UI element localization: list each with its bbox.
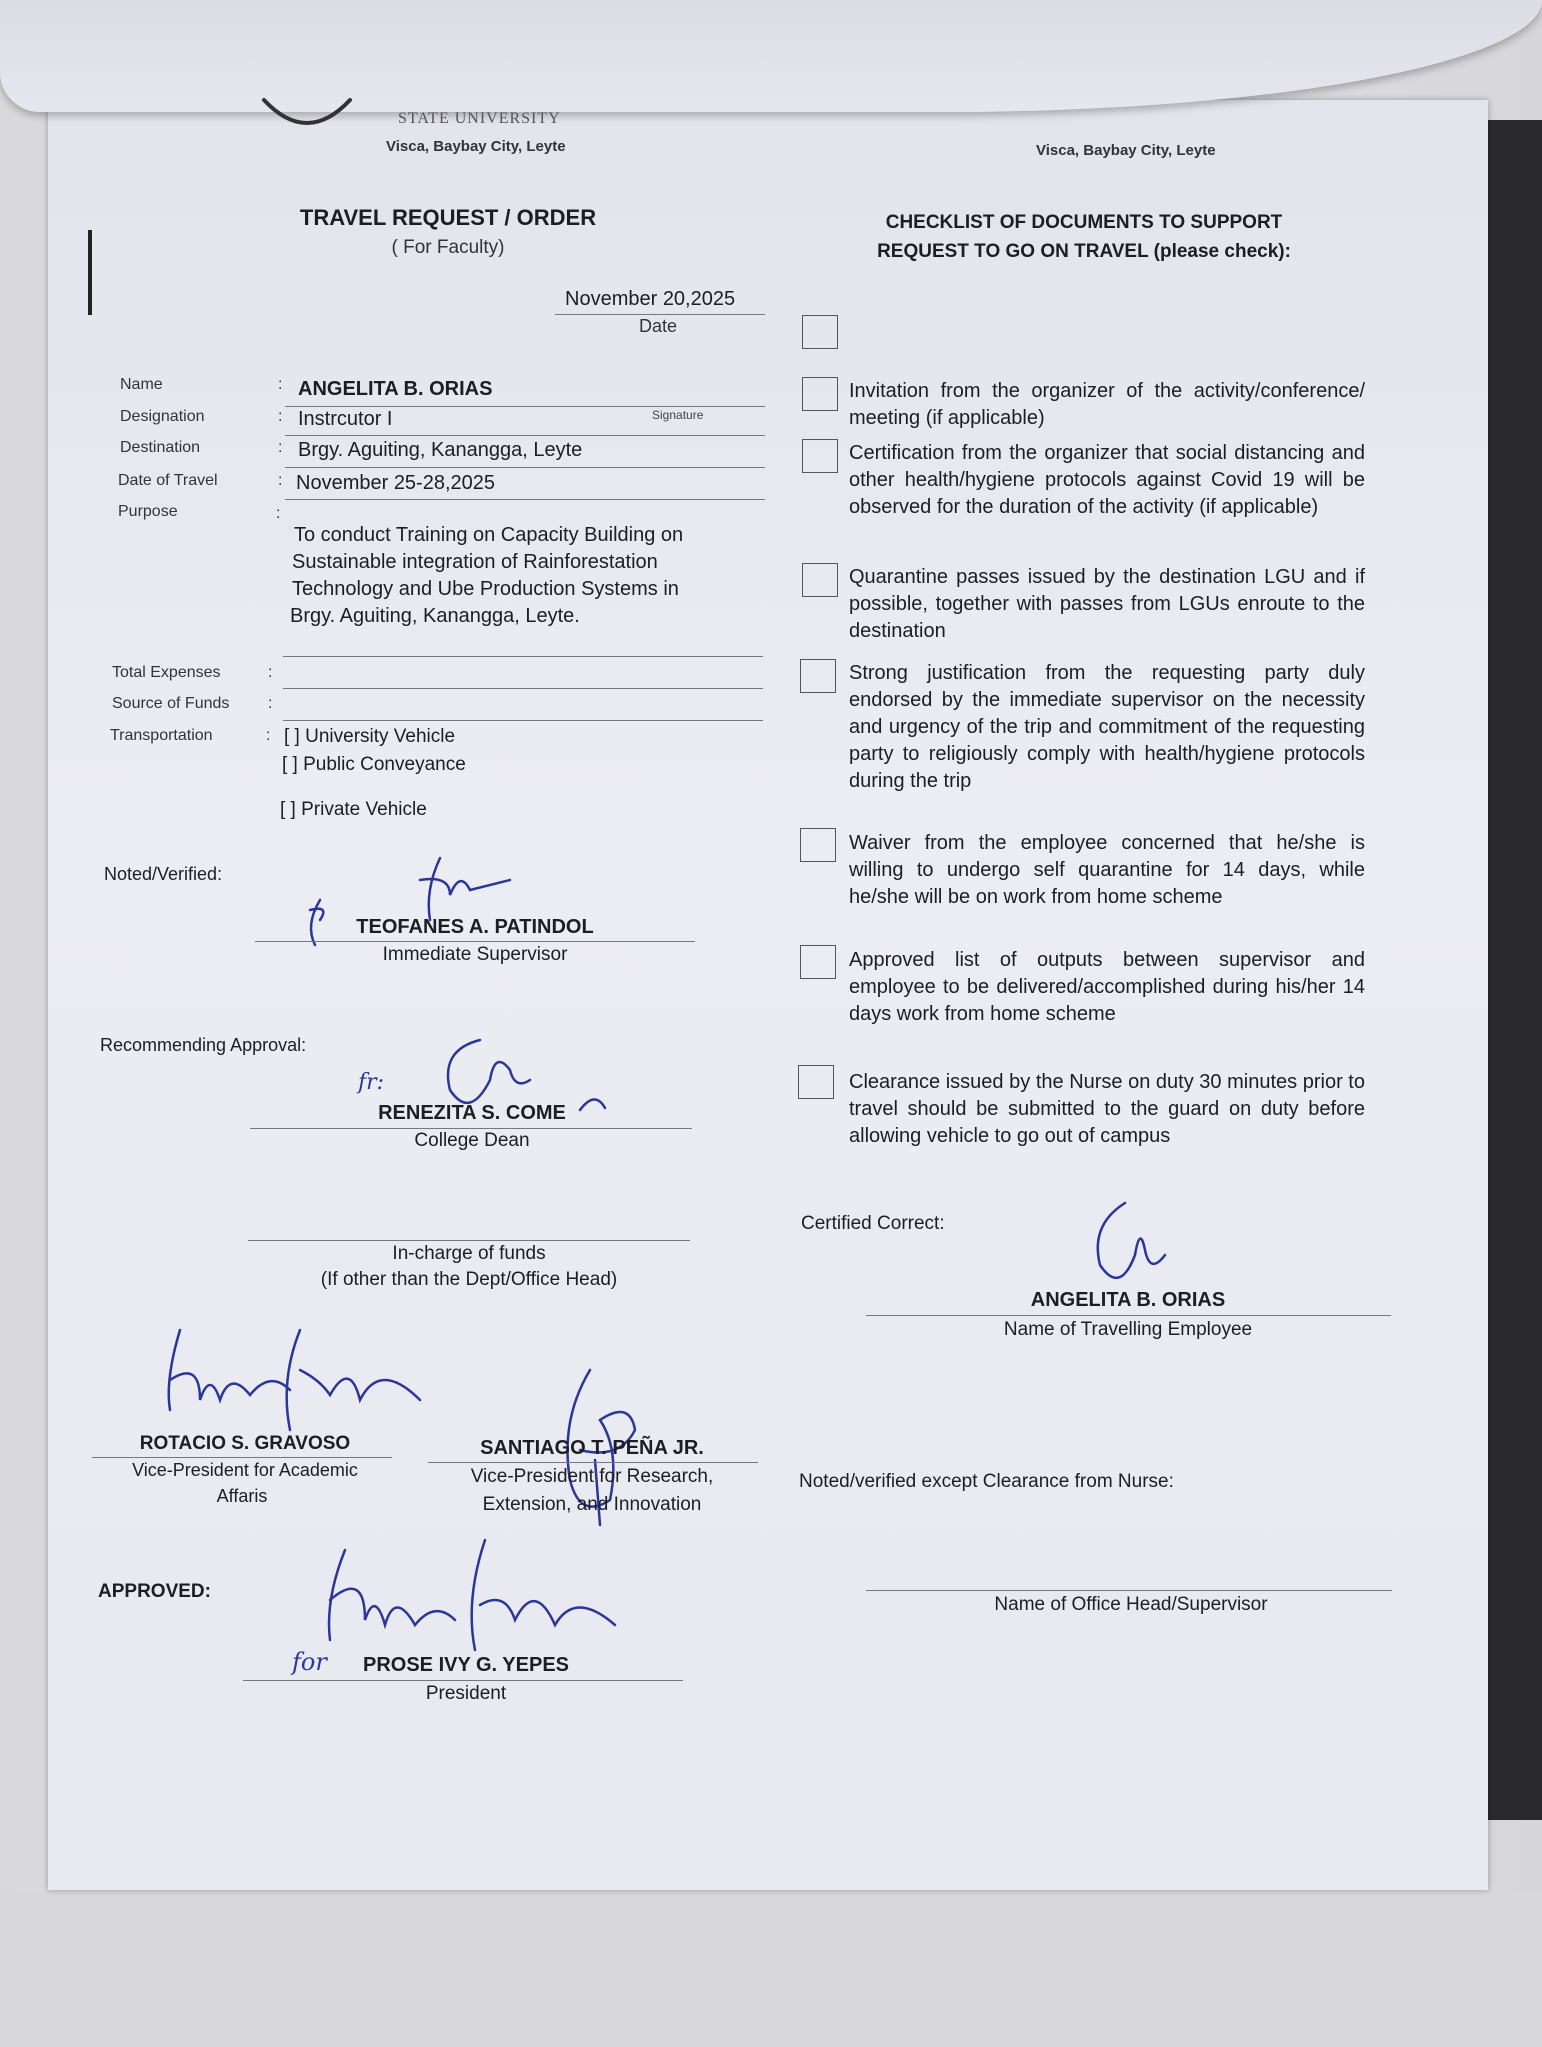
purpose-line: Technology and Ube Production Systems in — [292, 578, 679, 600]
designation-label: Designation — [120, 408, 205, 425]
dean-name: RENEZITA S. COME — [378, 1102, 566, 1124]
date-of-travel-label: Date of Travel — [118, 472, 218, 489]
checklist-item-quarantine-passes: Quarantine passes issued by the destination LGU and if possible, together with passes from LGUs enroute to the destination — [849, 566, 1365, 642]
checklist-item-justification: Strong justification from the requesting party duly endorsed by the immediate supervisor on the necessity and urgency of the trip and commitment of the requesting party to religiously comply with health/hygiene protocols during the trip — [849, 662, 1365, 792]
supervisor-title: Immediate Supervisor — [382, 944, 568, 965]
date-label: Date — [638, 316, 678, 336]
purpose-line: Sustainable integration of Rainforestation — [292, 551, 658, 573]
checklist-item-certification: Certification from the organizer that social distancing and other health/hygiene protocols against Covid 19 will be observed for the duration of the activity (if applicable) — [849, 442, 1365, 518]
vp-research-name: SANTIAGO T. PEÑA JR. — [480, 1437, 704, 1459]
designation-value: Instrcutor I — [298, 408, 393, 430]
vp-academic-name: ROTACIO S. GRAVOSO — [139, 1433, 351, 1454]
university-name: STATE UNIVERSITY — [398, 110, 561, 127]
colon: : — [278, 376, 283, 393]
noted-except-label: Noted/verified except Clearance from Nurse: — [799, 1471, 1174, 1492]
binder-edge — [1482, 120, 1542, 1820]
checkbox-nurse-clearance[interactable] — [798, 1065, 834, 1099]
margin-mark — [88, 230, 92, 315]
checkbox-invitation[interactable] — [802, 377, 838, 411]
checkbox-waiver[interactable] — [800, 828, 836, 862]
name-value: ANGELITA B. ORIAS — [298, 378, 493, 400]
handwritten-for-president: for — [292, 1648, 327, 1676]
president-signature — [315, 1530, 635, 1660]
checklist-item-invitation: Invitation from the organizer of the activity/conference/ meeting (if applicable) — [849, 380, 1365, 429]
dean-title: College Dean — [414, 1130, 530, 1151]
vp-research-title-2: Extension, and Innovation — [482, 1494, 702, 1515]
handwritten-for: fr: — [358, 1070, 385, 1095]
colon: : — [278, 439, 283, 456]
vp-academic-title-2: Affaris — [216, 1486, 268, 1506]
approved-label: APPROVED: — [98, 1581, 211, 1602]
destination-value: Brgy. Aguiting, Kanangga, Leyte — [298, 439, 583, 461]
employee-name: ANGELITA B. ORIAS — [1030, 1289, 1226, 1311]
checkbox-blank[interactable] — [802, 315, 838, 349]
signature-label: Signature — [652, 408, 704, 422]
vp-academic-title: Vice-President for Academic — [132, 1460, 358, 1480]
date-of-travel-value: November 25-28,2025 — [296, 472, 496, 494]
colon: : — [268, 695, 273, 712]
transport-university-vehicle[interactable]: [ ] University Vehicle — [284, 726, 456, 747]
colon: : — [268, 664, 273, 681]
transport-public-conveyance[interactable]: [ ] Public Conveyance — [282, 754, 466, 775]
employee-title: Name of Travelling Employee — [1003, 1319, 1253, 1340]
checklist-title-2: REQUEST TO GO ON TRAVEL (please check): — [877, 241, 1291, 262]
checklist-item-waiver: Waiver from the employee concerned that he/she is willing to undergo self quarantine for 14 days, while he/she will be on work from home scheme — [849, 832, 1365, 908]
purpose-line: Brgy. Aguiting, Kanangga, Leyte. — [290, 605, 580, 627]
certified-correct-label: Certified Correct: — [801, 1213, 945, 1234]
colon: : — [266, 727, 271, 744]
transportation-label: Transportation — [110, 727, 213, 744]
vp-academic-signature — [160, 1320, 440, 1440]
recommending-approval-label: Recommending Approval: — [100, 1035, 307, 1055]
name-label: Name — [120, 376, 163, 393]
checkbox-justification[interactable] — [800, 659, 836, 693]
page-below — [0, 1890, 1542, 2047]
supervisor-name: TEOFANES A. PATINDOL — [356, 916, 594, 938]
president-name: PROSE IVY G. YEPES — [362, 1654, 570, 1676]
checklist-item-outputs-list: Approved list of outputs between supervisor and employee to be delivered/accomplished during his/her 14 days work from home scheme — [849, 949, 1365, 1025]
checklist-title: CHECKLIST OF DOCUMENTS TO SUPPORT — [885, 212, 1283, 233]
university-seal-icon — [262, 96, 352, 132]
date-value: November 20,2025 — [565, 288, 736, 310]
destination-label: Destination — [120, 439, 201, 456]
address-left: Visca, Baybay City, Leyte — [386, 138, 566, 155]
transport-private-vehicle[interactable]: [ ] Private Vehicle — [280, 799, 427, 820]
funds-incharge-title: In-charge of funds — [392, 1243, 546, 1264]
colon: : — [276, 505, 281, 522]
total-expenses-label: Total Expenses — [112, 664, 221, 681]
colon: : — [278, 408, 283, 425]
vp-research-title: Vice-President for Research, — [470, 1466, 714, 1487]
checkbox-certification[interactable] — [802, 439, 838, 473]
form-subtitle: ( For Faculty) — [391, 237, 505, 258]
purpose-label: Purpose — [118, 503, 178, 520]
president-title: President — [425, 1683, 507, 1704]
checkbox-outputs-list[interactable] — [800, 945, 836, 979]
form-title: TRAVEL REQUEST / ORDER — [299, 205, 597, 230]
office-head-title: Name of Office Head/Supervisor — [994, 1594, 1268, 1615]
noted-verified-label: Noted/Verified: — [104, 864, 223, 884]
checkbox-quarantine-passes[interactable] — [802, 563, 838, 597]
purpose-line: To conduct Training on Capacity Building on — [294, 524, 684, 546]
funds-incharge-note: (If other than the Dept/Office Head) — [320, 1269, 618, 1290]
colon: : — [278, 472, 283, 489]
checklist-item-nurse-clearance: Clearance issued by the Nurse on duty 30 minutes prior to travel should be submitted to the guard on duty before allowing vehicle to go out of campus — [849, 1071, 1365, 1147]
address-right: Visca, Baybay City, Leyte — [1036, 142, 1216, 159]
source-of-funds-label: Source of Funds — [112, 695, 230, 712]
